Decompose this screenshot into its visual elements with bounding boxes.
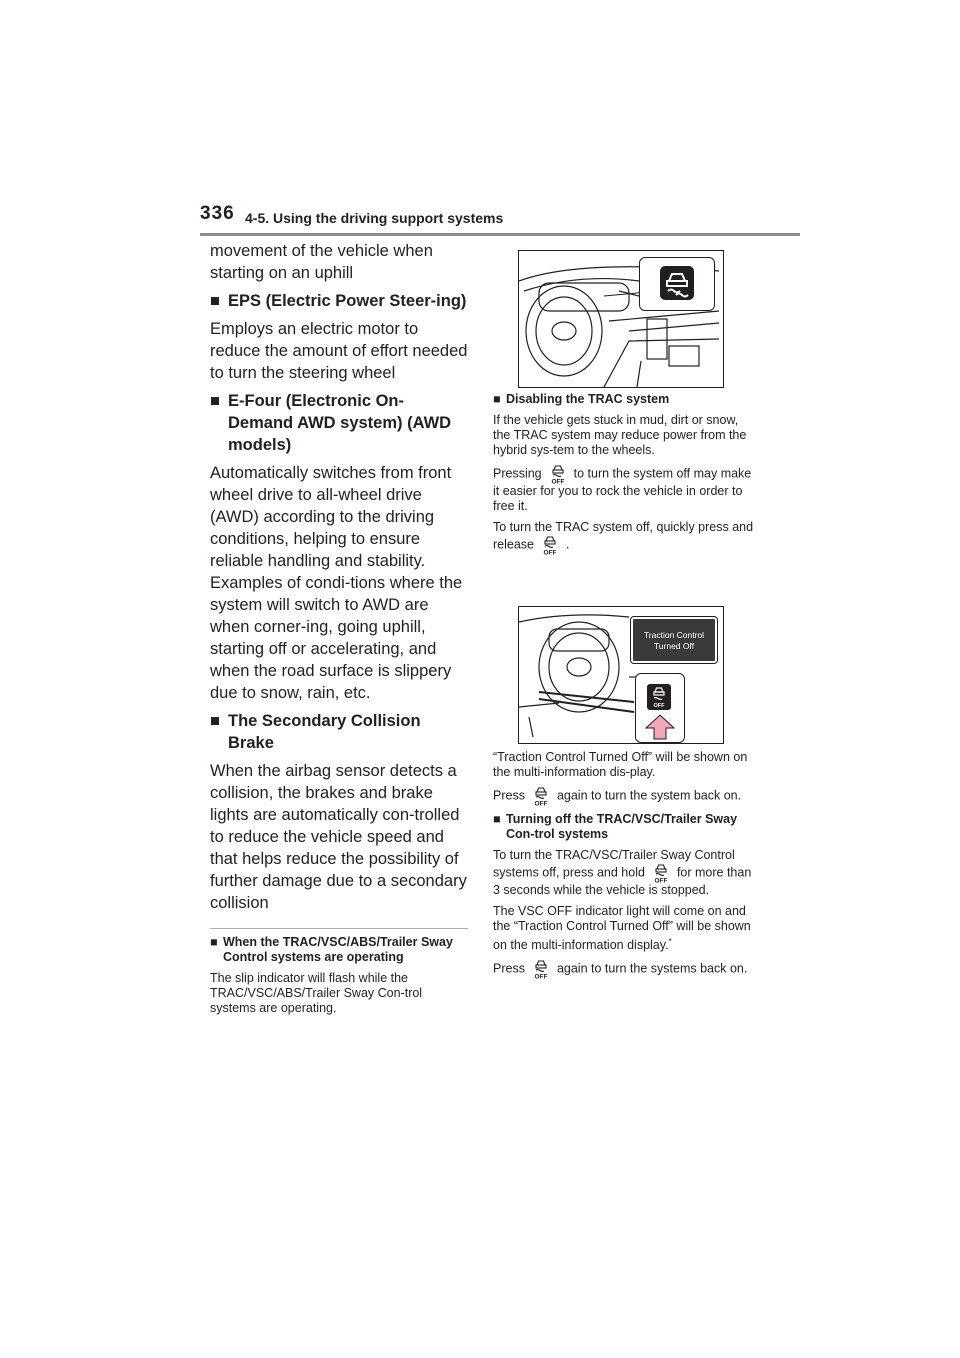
note-heading: ■ When the TRAC/VSC/ABS/Trailer Sway Control systems are operating [210,935,453,964]
svg-text:OFF: OFF [653,703,665,709]
turnoff-text: To turn the TRAC/VSC/Trailer Sway Control systems off, press and hold OFF for more than 3 seconds while the vehicle is stopped. [493,848,752,897]
svg-text:OFF: OFF [654,877,668,883]
message-line-2: Turned Off [653,641,695,651]
note-text: The slip indicator will flash while the TRAC/VSC/ABS/Trailer Sway Con-trol systems are operating. [210,971,423,1015]
to-turn-text: To turn the TRAC system off, quickly press and release OFF . [493,520,754,555]
svg-text:OFF: OFF [551,478,565,484]
turnoff-heading: ■ Turning off the TRAC/VSC/Trailer Sway Con-trol systems [493,812,738,841]
vsc-off-switch-icon [529,786,553,806]
vsc-off-switch-icon [647,684,671,710]
vsc-off-switch-icon [529,959,553,979]
efour-heading: ■ E-Four (Electronic On-Demand AWD system) (AWD models) [210,392,452,454]
switch-callout [635,673,685,743]
traction-off-illustration [518,606,724,744]
square-bullet-icon: ■ [210,935,218,949]
message-line-1: Traction Control [643,630,705,640]
press-again-text: Press OFF again to turn the system back on. [493,786,757,806]
square-bullet-icon: ■ [210,292,220,310]
disable-heading: ■ Disabling the TRAC system [493,392,670,406]
vsc-off-text: The VSC OFF indicator light will come on and the “Traction Control Turned Off” will be shown on the multi-information display.* [493,904,751,953]
vsc-off-switch-icon [649,863,673,883]
page-number: 336 [200,203,235,224]
pressing-text: Pressing OFF to turn the system off may make it easier for you to rock the vehicle in order to free it. [493,464,757,514]
scb-heading: ■ The Secondary Collision Brake [210,712,421,752]
square-bullet-icon: ■ [210,392,220,410]
svg-text:OFF: OFF [534,973,548,980]
svg-text:OFF: OFF [543,549,557,555]
svg-text:OFF: OFF [534,800,548,806]
eps-text: Employs an electric motor to reduce the amount of effort needed to turn the steering wheel [210,320,468,382]
square-bullet-icon: ■ [210,712,220,730]
shown-text: “Traction Control Turned Off” will be shown on the multi-information dis-play. [493,750,748,779]
right-column-bottom [493,750,757,985]
square-bullet-icon: ■ [493,392,501,406]
header-rule [200,233,800,236]
slip-indicator-callout [639,257,715,311]
section-title: 4-5. Using the driving support systems [245,210,504,226]
square-bullet-icon: ■ [493,812,501,826]
note-divider [210,928,468,929]
vsc-off-switch-icon [546,464,570,484]
vsc-off-switch-icon [538,535,562,555]
intro-text: movement of the vehicle when starting on an uphill [210,242,433,282]
right-column-top [493,392,757,561]
scb-text: When the airbag sensor detects a collision, the brakes and brake lights are automatically con-trolled to reduce the vehicle speed and that helps reduce the possibility of further damage due to a secondary collision [210,762,467,912]
footnote-marker: * [668,937,672,946]
disable-text: If the vehicle gets stuck in mud, dirt or snow, the TRAC system may reduce power from the hybrid sys-tem to the wheels. [493,413,747,457]
slip-indicator-icon [660,266,694,300]
cluster-illustration [518,250,724,388]
efour-text: Automatically switches from front wheel drive to all-wheel drive (AWD) according to the driving conditions, helping to ensure reliable handling and stability. Examples of condi-tions where the system will switch to AWD are when corner-ing, going uphill, starting off or accelerating, and when the road surface is slippery due to snow, rain, etc. [210,464,463,702]
traction-off-message [631,617,717,663]
left-column [210,240,468,1022]
eps-heading: ■ EPS (Electric Power Steer-ing) [210,292,467,310]
press-again-systems-text: Press OFF again to turn the systems back on. [493,959,757,979]
